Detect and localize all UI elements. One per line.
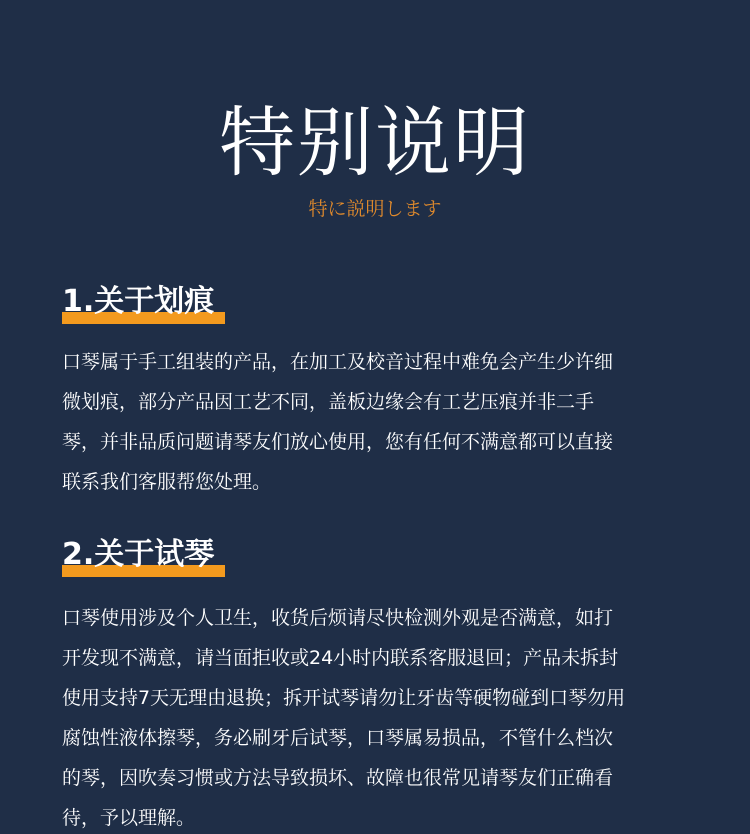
body-line: 微划痕，部分产品因工艺不同，盖板边缘会有工艺压痕并非二手: [62, 391, 595, 413]
body-line: 的琴，因吹奏习惯或方法导致损坏、故障也很常见请琴友们正确看: [62, 767, 614, 789]
body-line: 待，予以理解。: [62, 807, 196, 829]
section-body-scratches: [62, 342, 688, 502]
body-line: 琴，并非品质问题请琴友们放心使用，您有任何不满意都可以直接: [62, 431, 614, 453]
section-heading-text: 1.关于划痕: [62, 284, 215, 319]
body-line: 开发现不满意，请当面拒收或24小时内联系客服退回；产品未拆封: [62, 647, 619, 669]
body-line: 口琴使用涉及个人卫生，收货后烦请尽快检测外观是否满意，如打: [62, 607, 614, 629]
body-line: 腐蚀性液体擦琴，务必刷牙后试琴，口琴属易损品，不管什么档次: [62, 727, 614, 749]
section-heading-scratches: [62, 282, 214, 324]
section-heading-text: 2.关于试琴: [62, 537, 215, 572]
body-line: 使用支持7天无理由退换；拆开试琴请勿让牙齿等硬物碰到口琴勿用: [62, 687, 626, 709]
section-body-trial: [62, 598, 688, 834]
body-line: 联系我们客服帮您处理。: [62, 471, 272, 493]
section-heading-trial: [62, 535, 214, 577]
page-subtitle: 特に説明します: [308, 198, 442, 220]
page-title: 特别说明: [219, 98, 531, 187]
body-line: 口琴属于手工组装的产品，在加工及校音过程中难免会产生少许细: [62, 351, 614, 373]
